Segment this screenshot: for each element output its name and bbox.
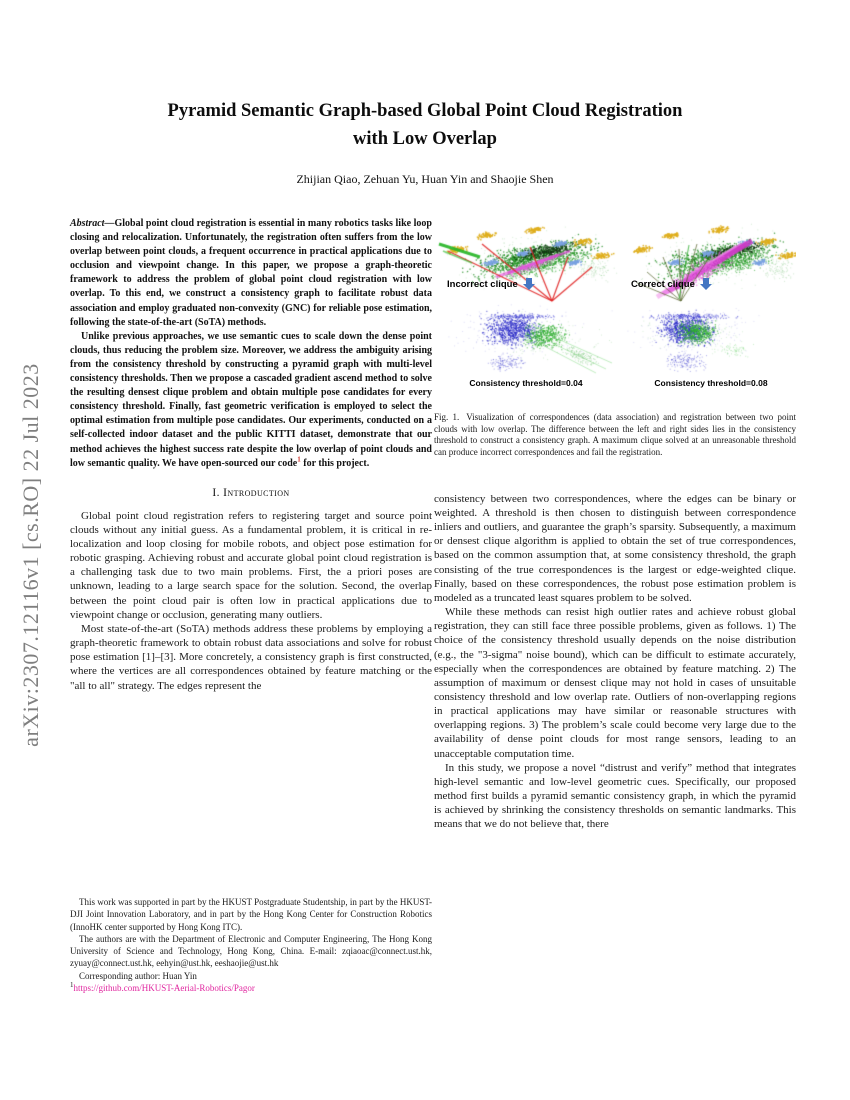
authors-line: Zhijian Qiao, Zehuan Yu, Huan Yin and Shaojie Shen xyxy=(296,172,554,186)
figure1 xyxy=(434,217,796,409)
footnote-corresponding-author: Corresponding author: Huan Yin xyxy=(79,970,197,981)
abstract-paragraph-2 xyxy=(70,330,432,471)
correct-clique-label xyxy=(631,277,713,291)
incorrect-clique-label xyxy=(447,277,536,291)
figure1-caption-label: Fig. 1. xyxy=(434,412,460,422)
left-column xyxy=(70,217,432,693)
footnote-block xyxy=(70,896,432,994)
threshold-label-right: Consistency threshold=0.08 xyxy=(654,378,768,388)
down-arrow-icon xyxy=(522,277,536,291)
arxiv-stamp: arXiv:2307.12116v1 [cs.RO] 22 Jul 2023 xyxy=(18,363,43,747)
footnote-support: This work was supported in part by the HKUST Postgraduate Studentship, in part by the HKUST-DJI Joint Innovation Laboratory, and in part by the Hong Kong Center for Construction Robotics (InnoHK center supported by Hong Kong ITC). xyxy=(70,897,432,932)
down-arrow-icon xyxy=(699,277,713,291)
intro-paragraph-1: Global point cloud registration refers to registering target and source point clouds without any initial guess. As a fundamental problem, it is critical in re-localization and loop closing for mobile robots, and object pose estimation for robotic grasping. Achieving robust and accurate global point cloud registration is a challenging task due to two main problems. First, the a priori poses are unknown, leading to a large search space for the solution. Second, the overlap between the point cloud pair is often low in practical applications due to viewpoint change or occlusion, generating many outliers. xyxy=(70,509,432,621)
threshold-label-left: Consistency threshold=0.04 xyxy=(469,378,583,388)
footnote-authors-info: The authors are with the Department of Electronic and Computer Engineering, The Hong Kong University of Science and Technology, Hong Kong, China. E-mail: zqiaoac@connect.ust.hk, zyuay@connect.ust.hk, eehyin@ust.hk, eeshaojie@ust.hk xyxy=(70,933,432,969)
title-line-1: Pyramid Semantic Graph-based Global Point Cloud Registration xyxy=(167,101,683,121)
title-line-2: with Low Overlap xyxy=(353,129,497,149)
right-column xyxy=(434,217,796,832)
right-paragraph-3: In this study, we propose a novel “distrust and verify” method that integrates high-level semantic and low-level geometric cues. Specifically, our proposed method first builds a pyramid semantic consistency graph, in which the pyramid is achieved by shrinking the consistency thresholds on semantic landmarks. This means that we do not believe that, there xyxy=(434,761,796,831)
abstract-text-2: Unlike previous approaches, we use semantic cues to scale down the dense point clouds, thus reducing the problem size. Moreover, we address the ambiguity arising from the consistency threshold by constructing a pyramid graph with multi-level consistency thresholds. Then we propose a cascaded gradient ascend method to solve the resulting densest clique problem and obtain multiple pose candidates for every consistency threshold. Finally, fast geometric verification is employed to select the optimal estimation from multiple pose candidates. Our experiments, conducted on a self-collected indoor dataset and the public KITTI dataset, demonstrate that our method achieves the highest success rate despite the low overlap of point clouds and low semantic quality. We have open-sourced our code xyxy=(70,330,432,469)
intro-paragraph-2: Most state-of-the-art (SoTA) methods address these problems by employing a graph-theoretic framework to obtain robust data associations and solve for robust pose estimation [1]–[3]. More concretely, a consistency graph is first constructed, where the vertices are all correspondences obtained by feature matching or the "all to all" strategy. The edges represent the xyxy=(70,622,432,692)
section-heading-introduction: I. Introduction xyxy=(212,486,290,499)
abstract-text-3: for this project. xyxy=(300,457,370,469)
incorrect-clique-text: Incorrect clique xyxy=(447,278,518,290)
right-paragraph-2: While these methods can resist high outlier rates and achieve robust global registration, they can still face three possible problems, given as follows. 1) The choice of the consistency threshold usually depends on the noise distribution (e.g., the "3-sigma" noise bound), which can be difficult to estimate accurately, especially when the correspondences are obtained by feature matching. 2) The assumption of maximum or densest clique may not hold in cases of unsuitable consistency threshold and low overlap rate. Outliers of non-overlapping regions in practical applications may have similar or reasonable structures with overlapping regions. 3) The problem’s scale could become very large due to the availability of dense point clouds for most range sensors, leading to an unacceptable computation time. xyxy=(434,606,796,760)
figure1-caption xyxy=(434,412,796,459)
abstract-paragraph-1 xyxy=(70,217,432,330)
correct-clique-text: Correct clique xyxy=(631,278,695,290)
link-footnote-mark: 1 xyxy=(70,981,74,990)
right-paragraph-1: consistency between two correspondences, where the edges can be binary or weighted. A threshold is then chosen to distinguish between correspondence inliers and outliers, and guarantee the graph’s sparsity. Subsequently, a maximum or densest clique algorithm is applied to obtain the set of true correspondences, based on the common assumption that, at some consistency threshold, the graph consisting of the true correspondences is the largest or edge-weighted clique. Finally, based on these correspondences, the robust pose estimation problem is modeled as a truncated least squares problem to be solved. xyxy=(434,492,796,604)
footnote-code-link xyxy=(70,982,432,994)
abstract-text-1: Global point cloud registration is essential in many robotics tasks like loop closing and relocalization. Unfortunately, the registration often suffers from the low overlap between point clouds, a frequent occurrence in practical applications due to occlusion and viewpoint change. In this paper, we propose a graph-theoretic framework to address the problem of global point cloud registration with low overlap. To this end, we construct a consistency graph to facilitate robust data association and employ graduated non-convexity (GNC) for reliable pose estimation, following the state-of-the-art (SoTA) methods. xyxy=(70,218,432,328)
abstract-label: Abstract— xyxy=(70,218,115,229)
code-footnote-mark[interactable]: 1 xyxy=(297,455,301,464)
github-repo-link[interactable]: https://github.com/HKUST-Aerial-Robotics/Pagor xyxy=(73,983,255,994)
figure1-caption-text: Visualization of correspondences (data association) and registration between two point clouds with low overlap. The difference between the left and right sides lies in the consistency threshold to construct a consistency graph. A maximum clique solved at an unreasonable threshold can produce incorrect correspondences and fail the registration. xyxy=(434,412,796,458)
page-title xyxy=(60,97,790,153)
